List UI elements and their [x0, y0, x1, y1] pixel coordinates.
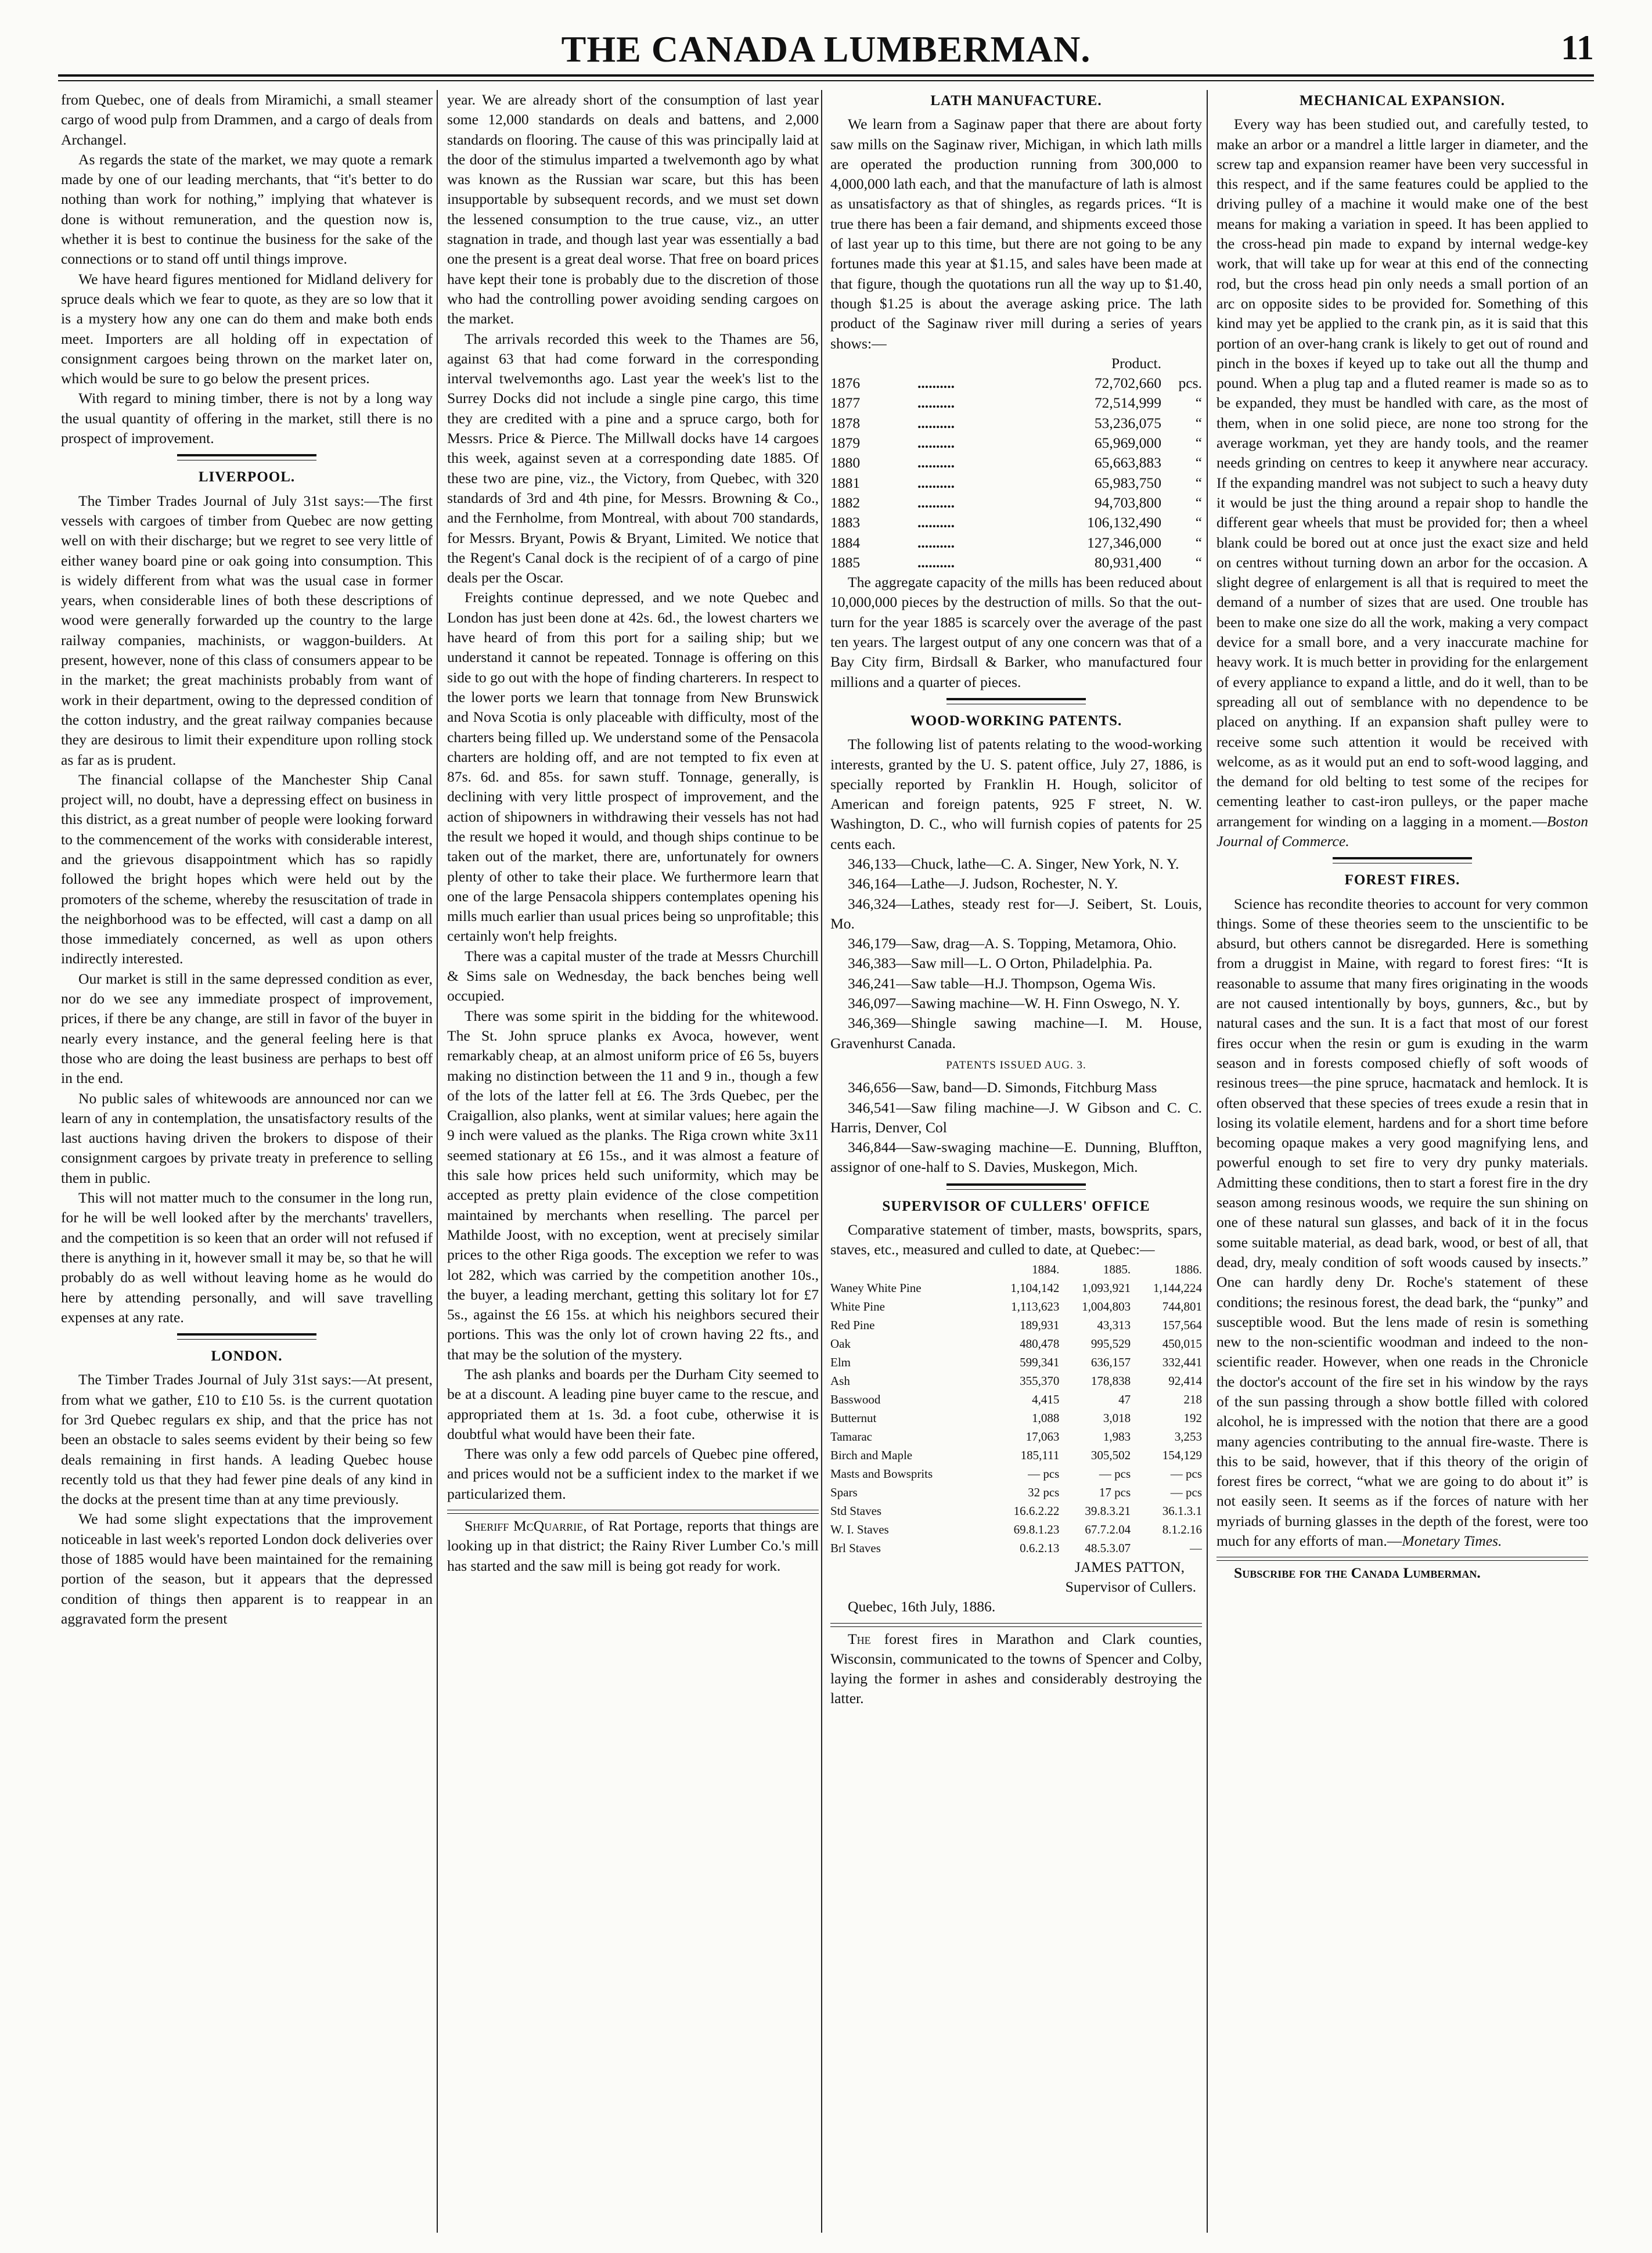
cullers-item: Elm	[830, 1355, 851, 1369]
leader-dots: ..........	[917, 434, 955, 452]
cullers-item: Oak	[830, 1336, 851, 1351]
cullers-value: 480,478	[1020, 1336, 1060, 1351]
brief-lead: The	[848, 1630, 871, 1647]
lath-value: 65,663,883	[1094, 454, 1161, 472]
signature-name: JAMES PATTON,	[1074, 1558, 1185, 1575]
cullers-value: 8.1.2.16	[1162, 1522, 1202, 1536]
year-header: 1884.	[1032, 1262, 1060, 1276]
lath-row	[830, 453, 1202, 473]
cullers-row	[830, 1316, 1202, 1334]
cullers-value: 17 pcs	[1099, 1485, 1131, 1499]
article-paragraph	[1216, 894, 1588, 1552]
section-heading-patents: WOOD-WORKING PATENTS.	[910, 712, 1122, 729]
article-paragraph: We have heard figures mentioned for Midland delivery for spruce deals which we fear to quote, as they are so low that it is a mystery how any one can do them and make both ends meet. Importers are all holding off in expectation of consignment cargoes being thrown on the market later on, which would be sure to go below the present prices.	[61, 270, 433, 387]
section-rule	[1216, 1557, 1588, 1561]
article-paragraph: With regard to mining timber, there is not by a long way the usual quantity of offering in the market, still there is no prospect of improvement.	[61, 390, 433, 447]
cullers-row	[830, 1502, 1202, 1520]
article-paragraph: from Quebec, one of deals from Miramichi, a small steamer cargo of wood pulp from Drammen, and a cargo of deals from Archangel.	[61, 91, 433, 148]
cullers-value: 1,113,623	[1011, 1299, 1060, 1313]
cullers-value: 178,838	[1090, 1373, 1131, 1388]
section-rule	[1333, 857, 1472, 863]
brief-lead: Sheriff McQuarrie,	[465, 1517, 587, 1535]
lath-row	[830, 513, 1202, 532]
news-brief	[830, 1629, 1202, 1709]
article-paragraph: As regards the state of the market, we may quote a remark made by one of our leading merchants, that “it's better to do nothing than work for nothing,” implying that whatever is done is without remuneration, and the question now is, whether it is best to continue the business for the sake of the connections or to stand off until things improve.	[61, 150, 433, 268]
cullers-value: 218	[1183, 1392, 1202, 1406]
brief-text: of Rat Portage, reports that things are looking up in that district; the Rainy River Lumber Co.'s mill has started and the saw mill is being got ready for work.	[447, 1517, 819, 1574]
lath-year: 1880	[830, 454, 861, 472]
column-divider	[1207, 90, 1208, 2233]
lath-unit: “	[1195, 454, 1202, 472]
cullers-item: Birch and Maple	[830, 1448, 913, 1462]
cullers-value: —	[1190, 1541, 1202, 1555]
cullers-value: 47	[1118, 1392, 1131, 1406]
cullers-row	[830, 1446, 1202, 1464]
lath-year: 1877	[830, 394, 861, 412]
article-paragraph: Freights continue depressed, and we note Quebec and London has just been done at 42s. 6d., the lowest charters we have heard of from this port for a sailing ship; but we understand it cannot be repeated. Tonnage is offering on this side to go out with the hope of finding charterers. In respect to the lower ports we learn that tonnage from New Brunswick and Nova Scotia is only placeable with difficulty, most of the charters being filled up. We understand some of the Pensacola charters are holding off, and are not tempted to fix even at 87s. 6d. and 85s. for sawn stuff. Tonnage, generally, is declining with very little prospect of improvement, and the action of shipowners in withdrawing their vessels has not had the result we hoped it would, and though ships continue to be taken out of the market, there are, unfortunately for owners plenty of other to take their place. We furthermore learn that one of the large Pensacola shippers contemplates opening his mills much earlier than usual prices being so unprofitable; this certainly won't help freights.	[447, 589, 819, 945]
cullers-value: 154,129	[1162, 1448, 1202, 1462]
cullers-value: 69.8.1.23	[1013, 1522, 1060, 1536]
lath-year: 1884	[830, 534, 861, 551]
cullers-value: — pcs	[1099, 1466, 1131, 1481]
cullers-value: 355,370	[1020, 1373, 1060, 1388]
lath-row	[830, 393, 1202, 413]
section-heading-forest-fires: FOREST FIRES.	[1344, 872, 1460, 888]
cullers-value: — pcs	[1170, 1485, 1202, 1499]
patents-issued-subheading: PATENTS ISSUED AUG. 3.	[946, 1059, 1086, 1071]
leader-dots: ..........	[917, 494, 955, 511]
lath-year: 1881	[830, 474, 861, 491]
lath-unit: “	[1195, 494, 1202, 511]
cullers-value: 744,801	[1162, 1299, 1202, 1313]
patent-entry: 346,164—Lathe—J. Judson, Rochester, N. Y.	[848, 875, 1118, 892]
cullers-item: Red Pine	[830, 1318, 875, 1332]
lath-value: 65,983,750	[1094, 474, 1161, 491]
cullers-item: Spars	[830, 1485, 858, 1499]
lath-value: 106,132,490	[1087, 514, 1161, 531]
article-paragraph: We learn from a Saginaw paper that there are about forty saw mills on the Saginaw river, Michigan, in which lath mills are operated the production running from 300,000 to 4,000,000 lath each, and that the manufacture of lath is almost as unsatisfactory as that of shingles, as regards prices. “It is true there has been a fair demand, and shipments exceed those of last year up to this time, but there are not going to be any fortunes made this year at $1.15, and sales have been made at that figure, though the quotations run all the way up to $1.40, though $1.25 is about the average asking price. The lath product of the Saginaw river mill during a series of years shows:—	[830, 116, 1202, 352]
lath-row	[830, 533, 1202, 553]
lath-unit: “	[1195, 394, 1202, 412]
cullers-value: 995,529	[1090, 1336, 1131, 1351]
section-heading-mechanical: MECHANICAL EXPANSION.	[1300, 93, 1505, 109]
patent-entry: 346,541—Saw filing machine—J. W Gibson and C. C. Harris, Denver, Col	[830, 1099, 1202, 1136]
year-header: 1886.	[1174, 1262, 1202, 1276]
patent-entry: 346,383—Saw mill—L. O Orton, Philadelphia. Pa.	[848, 955, 1153, 972]
leader-dots: ..........	[917, 414, 955, 431]
subscribe-notice: Subscribe for the Canada Lumberman.	[1234, 1564, 1481, 1582]
section-rule	[177, 454, 316, 460]
section-heading-cullers: SUPERVISOR OF CULLERS' OFFICE	[882, 1198, 1150, 1214]
cullers-row	[830, 1279, 1202, 1297]
cullers-item: White Pine	[830, 1299, 885, 1313]
lath-unit: “	[1195, 553, 1202, 571]
article-paragraph: The financial collapse of the Manchester Ship Canal project will, no doubt, have a depressing effect on business in this district, as a great number of people were looking forward to the commencement of the works with considerable interest, and the grievous disappointment which has so rapidly followed the bright hopes which were held out by the promoters of the scheme, whereby the resuscitation of trade in the neighborhood was to be effected, will cast a damp on all those immediately concerned, as well as upon others indirectly interested.	[61, 771, 433, 967]
patent-entry: 346,179—Saw, drag—A. S. Topping, Metamora, Ohio.	[848, 935, 1177, 952]
article-paragraph: The Timber Trades Journal of July 31st says:—The first vessels with cargoes of timber from Quebec are now getting well on with their discharge; but we regret to see very little of either waney board pine or oak going into consumption. This is widely different from what was the usual case in former years, when considerable lines of both these descriptions of wood were generally forwarded up the country to the large railway companies, machinists, or waggon-builders. At present, however, none of this class of consumers appear to be in the market; the great machinists probably from want of work in their department, owing to the depressed condition of the cotton industry, and the great railway companies because they are desirous to limit their expenditure upon rolling stock as far as is prudent.	[61, 492, 433, 768]
cullers-value: 1,093,921	[1082, 1280, 1131, 1295]
cullers-item: Brl Staves	[830, 1541, 881, 1555]
cullers-value: 1,104,142	[1010, 1280, 1060, 1295]
cullers-row	[830, 1483, 1202, 1502]
cullers-value: 185,111	[1020, 1448, 1060, 1462]
lath-value: 94,703,800	[1094, 494, 1161, 511]
lath-year: 1876	[830, 375, 861, 392]
article-paragraph: This will not matter much to the consumer in the long run, for he will be well looked after by the merchants' travellers, and the competition is so keen that an order will not refused if there is anything in it, however small it may be, so that he will probably do as well without leaving home as he would do here by attending personally, and will save travelling expenses at any rate.	[61, 1189, 433, 1326]
column-divider	[437, 90, 438, 2233]
patent-entry: 346,241—Saw table—H.J. Thompson, Ogema Wis.	[848, 974, 1156, 992]
article-paragraph: The Timber Trades Journal of July 31st says:—At present, from what we gather, £10 to £10 5s. is the current quotation for 3rd Quebec regulars ex ship, and that the price has not been an obstacle to sales seems evident by their being so few deals remaining in first hands. A leading Quebec house recently told us that they had fewer pine deals of any kind in the docks at the present time than at any time previously.	[61, 1371, 433, 1508]
lath-row	[830, 433, 1202, 453]
cullers-row	[830, 1353, 1202, 1372]
lath-unit: “	[1195, 514, 1202, 531]
cullers-row	[830, 1409, 1202, 1427]
cullers-value: 3,018	[1103, 1410, 1131, 1425]
patent-entry: 346,656—Saw, band—D. Simonds, Fitchburg Mass	[848, 1079, 1157, 1096]
leader-dots: ..........	[917, 454, 955, 472]
cullers-value: 36.1.3.1	[1162, 1503, 1202, 1518]
lath-value: 53,236,075	[1094, 414, 1161, 431]
article-paragraph: Our market is still in the same depressed condition as ever, nor do we see any immediate prospect of improvement, prices, if there be any change, are still in favor of the buyer in nearly every instance, and the general feeling here is that those who are doing the least business are perhaps to best off in the end.	[61, 970, 433, 1087]
lath-unit: “	[1195, 414, 1202, 431]
lath-production-table	[830, 354, 1202, 573]
article-paragraph: The ash planks and boards per the Durham City seemed to be at a discount. A leading pine buyer came to the rescue, and appropriated them at 1s. 3d. a foot cube, otherwise it is doubtful what would have been their fate.	[447, 1366, 819, 1442]
lath-value: 127,346,000	[1087, 534, 1161, 551]
section-heading-london: LONDON.	[211, 1348, 283, 1365]
leader-dots: ..........	[917, 474, 955, 491]
lath-row	[830, 493, 1202, 513]
cullers-item: Basswood	[830, 1392, 881, 1406]
lath-year: 1883	[830, 514, 861, 531]
cullers-item: Std Staves	[830, 1503, 882, 1518]
cullers-row	[830, 1297, 1202, 1316]
cullers-value: 16.6.2.22	[1013, 1503, 1060, 1518]
masthead-rule-thin	[58, 80, 1594, 81]
article-paragraph: There was a capital muster of the trade at Messrs Churchill & Sims sale on Wednesday, the back benches being well occupied.	[447, 947, 819, 1005]
cullers-row	[830, 1372, 1202, 1390]
cullers-row	[830, 1427, 1202, 1446]
cullers-item: Masts and Bowsprits	[830, 1466, 933, 1481]
article-paragraph: year. We are already short of the consumption of last year some 12,000 standards on deals and battens, and 2,000 standards on flooring. The cause of this was principally laid at the door of the stimulus imparted a twelvemonth ago by what was known as the Russian war scare, but this has been insupportable by subsequent records, and we must set down the lessened consumption to the true cause, viz., an utter stagnation in trade, and though last year was essentially a bad one the present is a great deal worse. That free on board prices have kept their tone is probably due to the discretion of those who had the controlling power avoiding sending cargoes on the market.	[447, 91, 819, 327]
article-paragraph: There was some spirit in the bidding for the whitewood. The St. John spruce planks ex Avoca, however, went remarkably cheap, at an almost uniform price of £6 5s, buyers making no distinction between the 11 and 9 in., though a few of the lots of the latter fell at £6. The 3rds Quebec, per the Craigallion, also planks, went at similar values; here again the 9 inch were valued as the planks. The Riga crown white 3x11 seemed stationary at £6 15s., and it was almost a feature of this sale how prices held such uniformity, which may be accepted as pretty plain evidence of the close competition maintained by merchants when reselling. The parcel per Mathilde Joost, with no exception, went at precisely similar prices to the other Riga goods. The exception we refer to was lot 282, which was carried by the competition another 10s., the buyer, a leading merchant, getting this solitary lot for £7 5s., against the £6 15s. at which his neighbors secured their portions. This was the only lot of crown having 22 fts., and that may be the solution of the mystery.	[447, 1007, 819, 1363]
patent-entry: 346,369—Shingle sawing machine—I. M. House, Gravenhurst Canada.	[830, 1014, 1202, 1052]
article-paragraph: The arrivals recorded this week to the Thames are 56, against 63 that had come forward in the corresponding interval twelvemonths ago. Last year the week's list to the Surrey Docks did not include a single pine cargo, this time they are credited with a pine and a spruce cargo, both for Messrs. Price & Pierce. The Millwall docks have 14 cargoes this week, against seven at a corresponding date 1885. Of these two are pine, viz., the Victory, from Quebec, with 320 standards of 3rd and 4th pine, for Messrs. Browning & Co., and the Fernholme, from Montreal, with about 700 standards, for Messrs. Bryant, Powis & Bryant, Limited. We notice that the Regent's Canal dock is the recipient of of a cargo of pine deals per the Oscar.	[447, 330, 819, 586]
patent-entry: 346,844—Saw-swaging machine—E. Dunning, Bluffton, assignor of one-half to S. Davies, Muskegon, Mich.	[830, 1139, 1202, 1176]
section-heading-lath: LATH MANUFACTURE.	[930, 93, 1102, 109]
cullers-value: 450,015	[1162, 1336, 1202, 1351]
lath-year: 1879	[830, 434, 861, 452]
lath-value: 72,702,660	[1094, 375, 1161, 392]
article-paragraph: No public sales of whitewoods are announced nor can we learn of any in contemplation, the unsatisfactory results of the last auctions having driven the brokers to dispose of their consignment cargoes by private treaty in preference to selling them in public.	[61, 1089, 433, 1186]
lath-year: 1885	[830, 553, 861, 571]
section-rule	[177, 1333, 316, 1340]
year-header: 1885.	[1103, 1262, 1131, 1276]
cullers-value: 48.5.3.07	[1085, 1541, 1131, 1555]
cullers-value: 92,414	[1168, 1373, 1202, 1388]
leader-dots: ..........	[917, 394, 955, 412]
article-text: Every way has been studied out, and carefully tested, to make an arbor or a mandrel a little larger in diameter, and the screw tap and expansion reamer have been very successful in this respect, and if the same features could be applied to the driving pulley of a machine it would make one of the best means for making a variation in speed. It has been applied to the cross-head pin made to expand by internal wedge-key work, that will take up for wear at this end of the connecting rod, but the cross head pin only needs a small portion of an arc on opposite sides to be provided for. Something of this kind may yet be applied to the crank pin, as it is said that this portion of an over-hang crank is likely to get out of round and pinch in the boxes if keyed up to take out all the thump and pound. When a plug tap and a fluted reamer is made so as to be expanded, they must be handled with care, as the most of them, when in one solid piece, are none too strong for the average workman, yet they are handy tools, and the reamer needs grinding on centres to keep it anywhere near accuracy. If the expanding mandrel was not subject to such a heavy duty it would be just the thing around a repair shop to handle the different gear wheels that must be provided for; then a wheel blank could be bored out at once just the exact size and held on centres without turning down an arbor for the occasion. A slight degree of enlargement is all that is required to meet the demand of a number of sizes that are used. One trouble has been to make one size do all the work, making a very compact device for a small bore, and a very inaccurate machine for heavy work. It is much better in providing for the enlargement of every appliance to expand a little, and do it well, than to be spreading all out of semblance with no dependence to be placed on anything. If an expansion shaft pulley were to receive some such attention it would be received with welcome, as as it would put an end to soft-wood lagging, and the demand for old belting to test some of the recipes for cementing leather to cast-iron pulleys, or the paper mache arrangement for winding on a lagging in a moment.—	[1216, 116, 1588, 830]
section-rule	[946, 1183, 1086, 1190]
cullers-value: 1,088	[1032, 1410, 1060, 1425]
cullers-row	[830, 1464, 1202, 1483]
source-credit: Boston Journal of Commerce.	[1216, 812, 1588, 850]
lath-unit: “	[1195, 474, 1202, 491]
cullers-value: 157,564	[1162, 1318, 1202, 1332]
lath-row	[830, 553, 1202, 573]
cullers-value: 17,063	[1025, 1429, 1060, 1444]
cullers-value: 189,931	[1020, 1318, 1060, 1332]
article-paragraph: We had some slight expectations that the improvement noticeable in last week's reported London dock deliveries over those of 1885 would have been maintained for the remaining portion of the season, but it appears that the depressed condition of things then apparent is to reappear in an aggravated form the present	[61, 1510, 433, 1627]
cullers-value: 636,157	[1090, 1355, 1131, 1369]
cullers-value: 67.7.2.04	[1085, 1522, 1131, 1536]
cullers-item: Butternut	[830, 1410, 877, 1425]
cullers-value: 1,004,803	[1082, 1299, 1131, 1313]
lath-row	[830, 473, 1202, 493]
cullers-value: 599,341	[1020, 1355, 1060, 1369]
section-heading-liverpool: LIVERPOOL.	[198, 469, 296, 485]
masthead	[58, 17, 1594, 87]
masthead-rule-thick	[58, 74, 1594, 77]
lath-value: 72,514,999	[1094, 394, 1161, 412]
article-paragraph: The following list of patents relating to the wood-working interests, granted by the U. S. patent office, July 27, 1886, is specially reported by Franklin H. Hough, solicitor of American and foreign patents, 925 F street, N. W. Washington, D. C., who will furnish copies of patents for 25 cents each.	[830, 736, 1202, 852]
news-brief	[447, 1516, 819, 1576]
lath-row	[830, 413, 1202, 433]
article-text: Science has recondite theories to account for very common things. Some of these theories seem to the unscientific to be absurd, but others cannot be disregarded. Here is something from a druggist in Maine, with regard to forest fires: “It is reasonable to assume that many fires originating in the woods are not caused intentionally by boys, gunners, &c., but by natural cases and the sun. It is a fact that most of our forest fires occur when the resin or gum is exuding in the warm season and in forests composed chiefly of soft woods of resinous trees—the pine spruce, hacmatack and hemlock. It is often observed that these species of trees exude a resin that in losing its volatile element, hardens and for a short time before becoming opaque makes a very good magnifying lens, and powerful enough to set fire to very dry punky materials. Admitting these conditions, then to start a forest fire in the dry season among resinous woods, we require the sun shining on one of these natural sun glasses, and back of it in the focus some suitable material, as dead bark, wood, or best of all, that dead, dry, mealy condition of soft woods caused by insects.” One can hardly deny Dr. Roche's statement of these conditions; the resinous forest, the dead bark, the “punky” and susceptible wood. But the lens made of resin is something new to the non-scientific woodman and indeed to the non-scientific reader. However, when one reads in the Chronicle the doctor's account of the fire set in his window by the rays of the sun passing through a show bottle filled with colored alcohol, he is impressed with the notion that there are a good many agencies contributing to the annual fire-waste. There is this to be said, however, that if this theory of the origin of forest fires be correct, “what we are going to do about it” is not easily seen. It seems as if the forces of nature with her myriads of burning glasses in the depth of the forest, were too much for any efforts of man.—	[1216, 895, 1588, 1550]
column-1	[61, 90, 433, 2233]
lath-year: 1878	[830, 414, 861, 431]
cullers-value: 1,983	[1103, 1429, 1131, 1444]
patent-entry: 346,097—Sawing machine—W. H. Finn Oswego, N. Y.	[848, 995, 1180, 1012]
cullers-item: Ash	[830, 1373, 850, 1388]
cullers-value: 3,253	[1174, 1429, 1202, 1444]
article-paragraph	[1216, 114, 1588, 851]
column-divider	[821, 90, 822, 2233]
cullers-value: — pcs	[1028, 1466, 1060, 1481]
page-number: 11	[1561, 28, 1594, 67]
cullers-value: 305,502	[1090, 1448, 1131, 1462]
lath-row	[830, 373, 1202, 393]
cullers-value: 192	[1183, 1410, 1202, 1425]
leader-dots: ..........	[917, 375, 955, 392]
cullers-item: Tamarac	[830, 1429, 872, 1444]
cullers-value: 32 pcs	[1028, 1485, 1060, 1499]
leader-dots: ..........	[917, 553, 955, 571]
cullers-statement-table	[830, 1260, 1202, 1557]
article-paragraph: The aggregate capacity of the mills has been reduced about 10,000,000 pieces by the destruction of mills. So that the out-turn for the year 1885 is scarcely over the average of the past ten years. The largest output of any one concern was that of a Bay City firm, Birdsall & Barker, who manufactured four millions and a quarter of pieces.	[830, 574, 1202, 690]
column-3	[830, 90, 1202, 2233]
cullers-value: 39.8.3.21	[1085, 1503, 1131, 1518]
lath-value: 80,931,400	[1094, 553, 1161, 571]
column-2	[447, 90, 819, 2233]
column-4	[1216, 90, 1588, 2233]
lath-table-header: Product.	[1111, 354, 1161, 372]
lath-unit: “	[1195, 434, 1202, 452]
cullers-row	[830, 1390, 1202, 1409]
dateline: Quebec, 16th July, 1886.	[848, 1598, 996, 1615]
cullers-value: 1,144,224	[1153, 1280, 1202, 1295]
section-rule	[830, 1623, 1202, 1627]
cullers-value: 4,415	[1032, 1392, 1060, 1406]
lath-unit: pcs.	[1178, 375, 1202, 392]
section-rule	[447, 1510, 819, 1514]
cullers-value: — pcs	[1170, 1466, 1202, 1481]
lath-value: 65,969,000	[1094, 434, 1161, 452]
signature-title: Supervisor of Cullers.	[1065, 1578, 1196, 1595]
article-paragraph: There was only a few odd parcels of Quebec pine offered, and prices would not be a sufficient index to the market if we particularized them.	[447, 1445, 819, 1502]
cullers-item: Waney White Pine	[830, 1280, 922, 1295]
newspaper-title: THE CANADA LUMBERMAN.	[561, 28, 1091, 70]
brief-text: forest fires in Marathon and Clark counties, Wisconsin, communicated to the towns of Spencer and Colby, laying the former in ashes and considerably destroying the latter.	[830, 1630, 1202, 1707]
lath-year: 1882	[830, 494, 861, 511]
cullers-row	[830, 1539, 1202, 1557]
cullers-value: 0.6.2.13	[1020, 1541, 1060, 1555]
article-paragraph: Comparative statement of timber, masts, bowsprits, spars, staves, etc., measured and culled to date, at Quebec:—	[830, 1221, 1202, 1258]
source-credit: Monetary Times.	[1402, 1532, 1502, 1550]
section-rule	[946, 698, 1086, 704]
leader-dots: ..........	[917, 514, 955, 531]
patent-entry: 346,133—Chuck, lathe—C. A. Singer, New York, N. Y.	[848, 855, 1179, 872]
cullers-value: 332,441	[1162, 1355, 1202, 1369]
cullers-item: W. I. Staves	[830, 1522, 889, 1536]
cullers-row	[830, 1334, 1202, 1353]
lath-unit: “	[1195, 534, 1202, 551]
cullers-value: 43,313	[1097, 1318, 1131, 1332]
leader-dots: ..........	[917, 534, 955, 551]
cullers-row	[830, 1520, 1202, 1539]
patent-entry: 346,324—Lathes, steady rest for—J. Seibert, St. Louis, Mo.	[830, 895, 1202, 932]
